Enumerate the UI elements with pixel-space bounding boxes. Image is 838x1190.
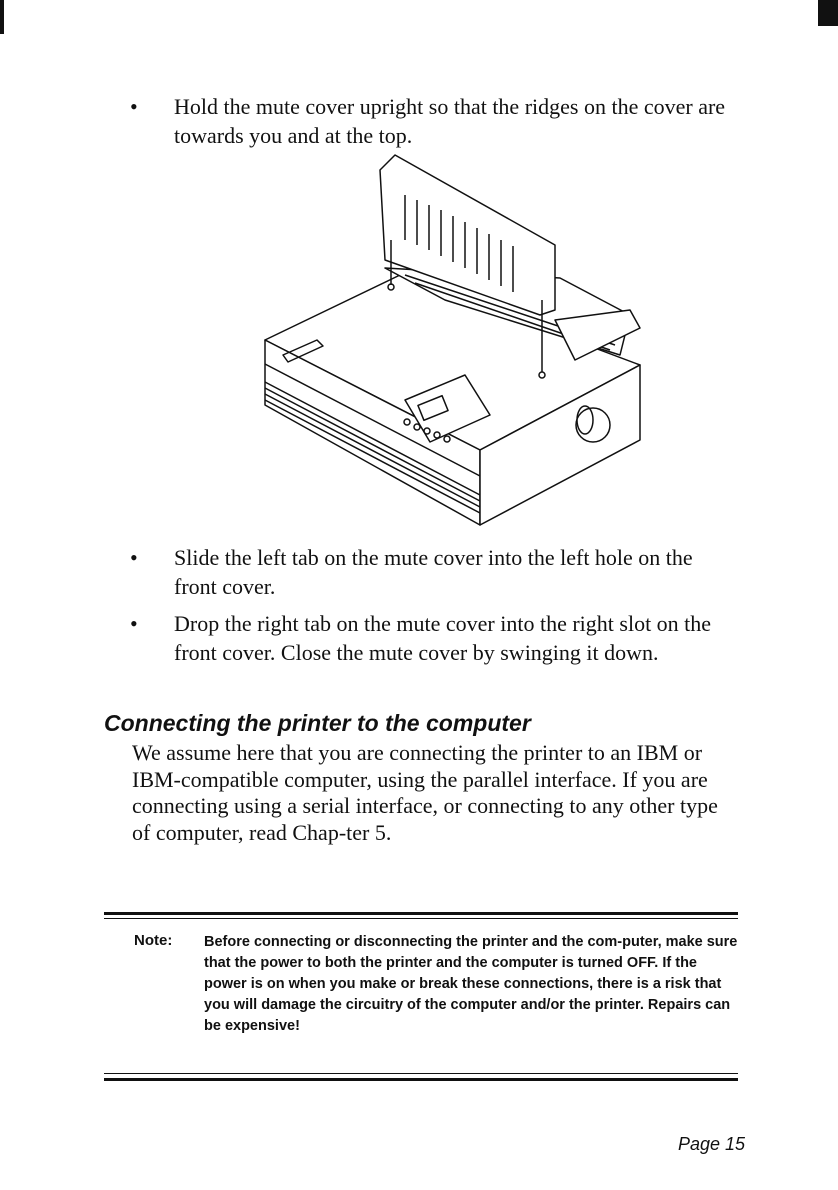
scan-edge-mark-left [0, 0, 4, 34]
note-bottom-rule [104, 1078, 738, 1081]
note-top-rule [104, 912, 738, 915]
note-text: Before connecting or disconnecting the printer and the com-puter, make sure that the power to both the printer and the computer is turned OFF. If the power is on when you make or break these connections, there is a risk that you will damage the circuitry of the computer and/or the printer. Repairs can be expensive! [204, 934, 738, 1034]
bullet-text: Hold the mute cover upright so that the ridges on the cover are towards you and at the top. [174, 94, 726, 148]
scan-edge-mark-right [818, 0, 838, 26]
bullet-item-hold-cover [130, 92, 730, 152]
bullet-dot: • [130, 611, 138, 636]
section-heading: Connecting the printer to the computer [104, 710, 531, 736]
bullet-text: Slide the left tab on the mute cover into the left hole on the front cover. [174, 545, 693, 599]
printer-mute-cover-illustration-icon [255, 150, 655, 530]
note-top-rule-thin [104, 918, 738, 919]
note-label: Note: [134, 932, 173, 949]
bullet-dot: • [130, 94, 138, 119]
bullet-item-slide-left-tab [130, 543, 730, 603]
section-body: We assume here that you are connecting the printer to an IBM or IBM-compatible computer, using the parallel interface. If you are connecting using a serial interface, or connecting to any other type of computer, read Chap-ter 5. [132, 740, 718, 845]
bullet-text: Drop the right tab on the mute cover into the right slot on the front cover. Close the mute cover by swinging it down. [174, 611, 712, 665]
page-number: Page 15 [678, 1134, 746, 1154]
bullet-item-drop-right-tab [130, 609, 730, 699]
note-bottom-rule-thin [104, 1073, 738, 1074]
bullet-dot: • [130, 545, 138, 570]
